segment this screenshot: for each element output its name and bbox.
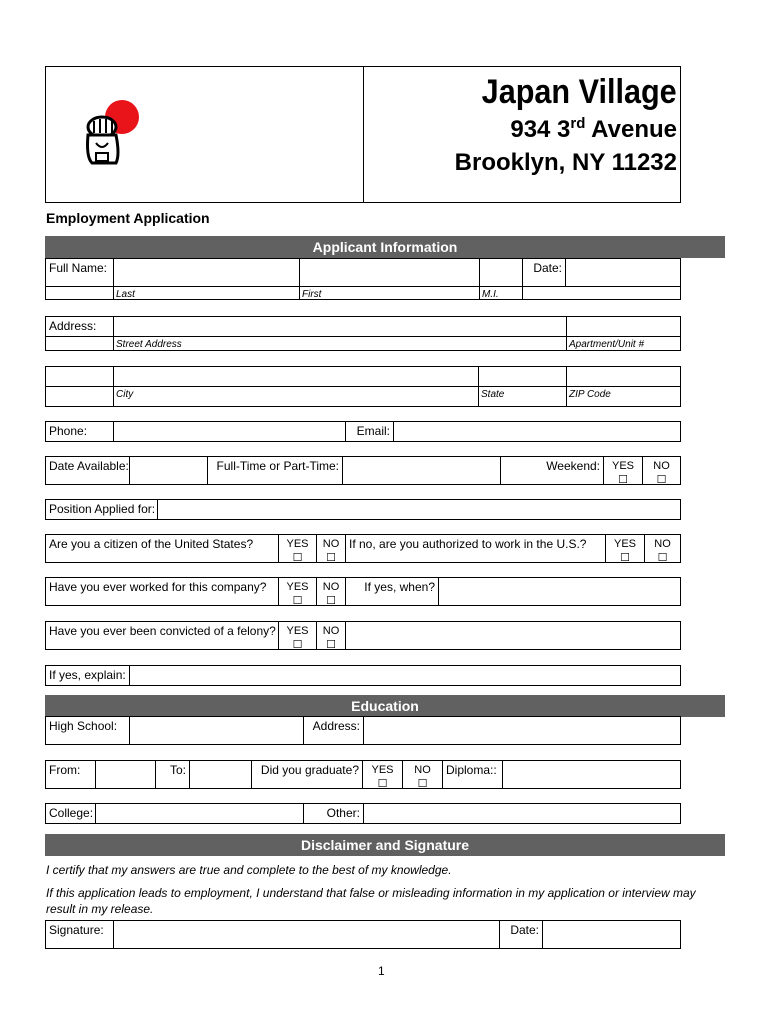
date-available-field[interactable] bbox=[130, 457, 208, 484]
explain-row bbox=[45, 665, 681, 686]
street-name: Avenue bbox=[585, 116, 677, 143]
email-field[interactable] bbox=[394, 422, 680, 441]
yes-checkbox-icon[interactable]: ☐ bbox=[292, 639, 303, 649]
no-checkbox-icon[interactable]: ☐ bbox=[417, 778, 428, 788]
yes-label: YES bbox=[286, 538, 309, 550]
full-name-row bbox=[45, 258, 681, 287]
hs-address-label: Address: bbox=[304, 717, 364, 744]
felony-field[interactable] bbox=[346, 622, 680, 649]
high-school-row bbox=[45, 716, 681, 745]
mi-field[interactable] bbox=[480, 259, 523, 286]
from-field[interactable] bbox=[96, 761, 156, 788]
worked-label: Have you ever worked for this company? bbox=[46, 578, 279, 605]
position-row bbox=[45, 499, 681, 520]
weekend-yes[interactable] bbox=[604, 457, 643, 484]
position-label: Position Applied for: bbox=[46, 500, 158, 519]
no-checkbox-icon[interactable]: ☐ bbox=[326, 552, 336, 562]
authorized-yes[interactable] bbox=[606, 535, 645, 562]
when-field[interactable] bbox=[439, 578, 680, 605]
felony-no[interactable] bbox=[317, 622, 346, 649]
header-box bbox=[45, 66, 681, 203]
high-school-field[interactable] bbox=[130, 717, 304, 744]
hs-address-field[interactable] bbox=[364, 717, 680, 744]
company-city: Brooklyn, NY 11232 bbox=[454, 149, 677, 176]
citizen-yes[interactable] bbox=[279, 535, 317, 562]
no-checkbox-icon[interactable]: ☐ bbox=[326, 595, 336, 605]
no-label: NO bbox=[654, 538, 671, 550]
no-checkbox-icon[interactable]: ☐ bbox=[656, 474, 667, 484]
college-label: College: bbox=[46, 804, 96, 823]
position-field[interactable] bbox=[158, 500, 680, 519]
no-label: NO bbox=[322, 581, 340, 593]
felony-label: Have you ever been convicted of a felony? bbox=[46, 622, 279, 649]
other-field[interactable] bbox=[364, 804, 680, 823]
apt-field[interactable] bbox=[567, 317, 680, 336]
yes-label: YES bbox=[611, 460, 634, 472]
section-applicant: Applicant Information bbox=[45, 236, 725, 258]
yes-checkbox-icon[interactable]: ☐ bbox=[377, 778, 388, 788]
weekend-label: Weekend: bbox=[501, 457, 604, 484]
yes-checkbox-icon[interactable]: ☐ bbox=[292, 552, 303, 562]
address-row bbox=[45, 316, 681, 337]
address-sub-row bbox=[45, 336, 681, 351]
no-label: NO bbox=[653, 460, 670, 472]
signature-label: Signature: bbox=[46, 921, 114, 948]
first-caption: First bbox=[300, 287, 480, 299]
attendance-row bbox=[45, 760, 681, 789]
certify-text: I certify that my answers are true and complete to the best of my knowledge. bbox=[46, 863, 452, 877]
authorized-no[interactable] bbox=[645, 535, 680, 562]
blank-cell bbox=[46, 287, 114, 299]
signature-date-label: Date: bbox=[500, 921, 543, 948]
authorized-label: If no, are you authorized to work in the U.S.? bbox=[346, 535, 606, 562]
graduate-yes[interactable] bbox=[363, 761, 403, 788]
felony-yes[interactable] bbox=[279, 622, 317, 649]
signature-date-field[interactable] bbox=[543, 921, 680, 948]
yes-checkbox-icon[interactable]: ☐ bbox=[620, 552, 630, 562]
mi-caption: M.I. bbox=[480, 287, 523, 299]
date-field[interactable] bbox=[566, 259, 680, 286]
yes-label: YES bbox=[613, 538, 636, 550]
apt-caption: Apartment/Unit # bbox=[569, 339, 645, 350]
zip-caption: ZIP Code bbox=[569, 389, 611, 400]
state-caption: State bbox=[479, 387, 567, 406]
yes-label: YES bbox=[286, 625, 309, 637]
company-street bbox=[510, 115, 677, 144]
first-name-field[interactable] bbox=[300, 259, 480, 286]
diploma-label: Diploma:: bbox=[443, 761, 503, 788]
date-label: Date: bbox=[523, 259, 566, 286]
no-label: NO bbox=[414, 764, 431, 776]
weekend-no[interactable] bbox=[643, 457, 680, 484]
section-disclaimer: Disclaimer and Signature bbox=[45, 834, 725, 856]
full-name-label: Full Name: bbox=[46, 259, 114, 286]
full-name-sub-row bbox=[45, 286, 681, 300]
blank-cell bbox=[46, 367, 114, 386]
full-part-field[interactable] bbox=[343, 457, 501, 484]
graduate-label: Did you graduate? bbox=[252, 761, 363, 788]
phone-label: Phone: bbox=[46, 422, 114, 441]
when-label: If yes, when? bbox=[346, 578, 439, 605]
city-sub-row bbox=[45, 386, 681, 407]
to-label: To: bbox=[156, 761, 190, 788]
blank-cell bbox=[523, 287, 680, 299]
worked-yes[interactable] bbox=[279, 578, 317, 605]
release-text: If this application leads to employment, I understand that false or misleading information in my application or interview may result in my release. bbox=[46, 886, 696, 916]
city-field[interactable] bbox=[114, 367, 479, 386]
worked-row bbox=[45, 577, 681, 606]
other-label: Other: bbox=[304, 804, 364, 823]
company-name: Japan Village bbox=[481, 73, 677, 111]
felony-row bbox=[45, 621, 681, 650]
form-title: Employment Application bbox=[46, 210, 210, 226]
yes-checkbox-icon[interactable]: ☐ bbox=[618, 474, 628, 484]
header-divider bbox=[363, 67, 364, 202]
no-checkbox-icon[interactable]: ☐ bbox=[326, 639, 336, 649]
diploma-field[interactable] bbox=[503, 761, 680, 788]
date-available-label: Date Available: bbox=[46, 457, 130, 484]
signature-row bbox=[45, 920, 681, 949]
street-field[interactable] bbox=[114, 317, 567, 336]
college-field[interactable] bbox=[96, 804, 304, 823]
last-caption: Last bbox=[114, 287, 300, 299]
college-row bbox=[45, 803, 681, 824]
zip-field[interactable] bbox=[567, 367, 680, 386]
worked-no[interactable] bbox=[317, 578, 346, 605]
no-checkbox-icon[interactable]: ☐ bbox=[657, 552, 668, 562]
yes-label: YES bbox=[286, 581, 309, 593]
city-caption: City bbox=[114, 387, 479, 406]
explain-field[interactable] bbox=[130, 666, 680, 685]
street-suffix: rd bbox=[570, 115, 586, 132]
full-part-label: Full-Time or Part-Time: bbox=[208, 457, 343, 484]
high-school-label: High School: bbox=[46, 717, 130, 744]
page-number: 1 bbox=[378, 964, 385, 978]
no-label: NO bbox=[322, 625, 340, 637]
explain-label: If yes, explain: bbox=[46, 666, 130, 685]
phone-row bbox=[45, 421, 681, 442]
yes-label: YES bbox=[371, 764, 394, 776]
japan-village-logo-icon bbox=[76, 97, 146, 169]
citizen-no[interactable] bbox=[317, 535, 346, 562]
signature-field[interactable] bbox=[114, 921, 500, 948]
street-caption: Street Address bbox=[114, 337, 567, 350]
section-education: Education bbox=[45, 695, 725, 717]
last-name-field[interactable] bbox=[114, 259, 300, 286]
yes-checkbox-icon[interactable]: ☐ bbox=[292, 595, 303, 605]
street-number: 934 3 bbox=[510, 116, 571, 143]
citizen-label: Are you a citizen of the United States? bbox=[46, 535, 279, 562]
email-label: Email: bbox=[346, 422, 394, 441]
to-field[interactable] bbox=[190, 761, 252, 788]
blank-cell bbox=[46, 337, 114, 350]
city-row bbox=[45, 366, 681, 387]
from-label: From: bbox=[46, 761, 96, 788]
state-field[interactable] bbox=[479, 367, 567, 386]
phone-field[interactable] bbox=[114, 422, 346, 441]
citizen-row bbox=[45, 534, 681, 563]
no-label: NO bbox=[322, 538, 340, 550]
address-label: Address: bbox=[46, 317, 114, 336]
availability-row bbox=[45, 456, 681, 485]
graduate-no[interactable] bbox=[403, 761, 443, 788]
blank-cell bbox=[46, 387, 114, 406]
